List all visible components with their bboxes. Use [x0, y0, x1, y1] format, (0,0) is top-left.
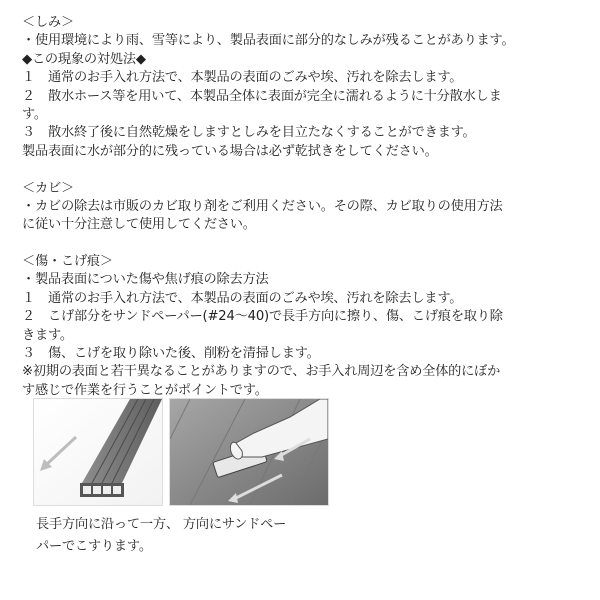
- caption-line: 長手方向に沿って一方、 方向にサンドペー: [36, 517, 287, 532]
- text-line: に従い十分注意して使用してください。: [22, 217, 256, 233]
- figure-caption: [36, 514, 286, 558]
- text-line: ＜しみ＞: [22, 15, 74, 30]
- text-line: ３ 散水終了後に自然乾燥をしますとしみを目立たなくすることができます。: [22, 125, 476, 141]
- sanding-hand-figure: [169, 398, 329, 506]
- instruction-text: [22, 14, 582, 400]
- blank-line: [22, 235, 582, 253]
- text-line: す感じで作業を行うことがポイントです。: [22, 382, 268, 398]
- text-line: ◆この現象の対処法◆: [22, 51, 146, 67]
- text-line: す。: [22, 106, 47, 122]
- text-line: １ 通常のお手入れ方法で、本製品の表面のごみや埃、汚れを除去します。: [22, 70, 463, 86]
- deck-board-figure: [33, 398, 163, 506]
- text-line: １ 通常のお手入れ方法で、本製品の表面のごみや埃、汚れを除去します。: [22, 290, 463, 306]
- text-line: ・カビの除去は市販のカビ取り剤をご利用ください。その際、カビ取りの使用方法: [22, 198, 503, 214]
- caption-line: パーでこすります。: [36, 539, 152, 554]
- text-line: ＜カビ＞: [22, 180, 74, 196]
- text-line: ３ 傷、こげを取り除いた後、削粉を清掃します。: [22, 346, 320, 362]
- text-line: ※初期の表面と若干異なることがありますので、お手入れ周辺を含め全体的にぼか: [22, 364, 501, 380]
- text-line: ＜傷・こげ痕＞: [22, 254, 113, 270]
- blank-line: [22, 161, 582, 179]
- text-line: ２ 散水ホース等を用いて、本製品全体に表面が完全に濡れるように十分散水しま: [22, 88, 502, 104]
- text-line: ・使用環境により雨、雪等により、製品表面に部分的なしみが残ることがあります。: [22, 33, 515, 49]
- text-line: きます。: [22, 327, 73, 343]
- text-line: 製品表面に水が部分的に残っている場合は必ず乾拭きをしてください。: [22, 143, 438, 159]
- text-line: ・製品表面についた傷や焦げ痕の除去方法: [22, 272, 269, 288]
- text-line: ２ こげ部分をサンドペーパー(#24～40)で長手方向に擦り、傷、こげ痕を取り除: [22, 309, 503, 325]
